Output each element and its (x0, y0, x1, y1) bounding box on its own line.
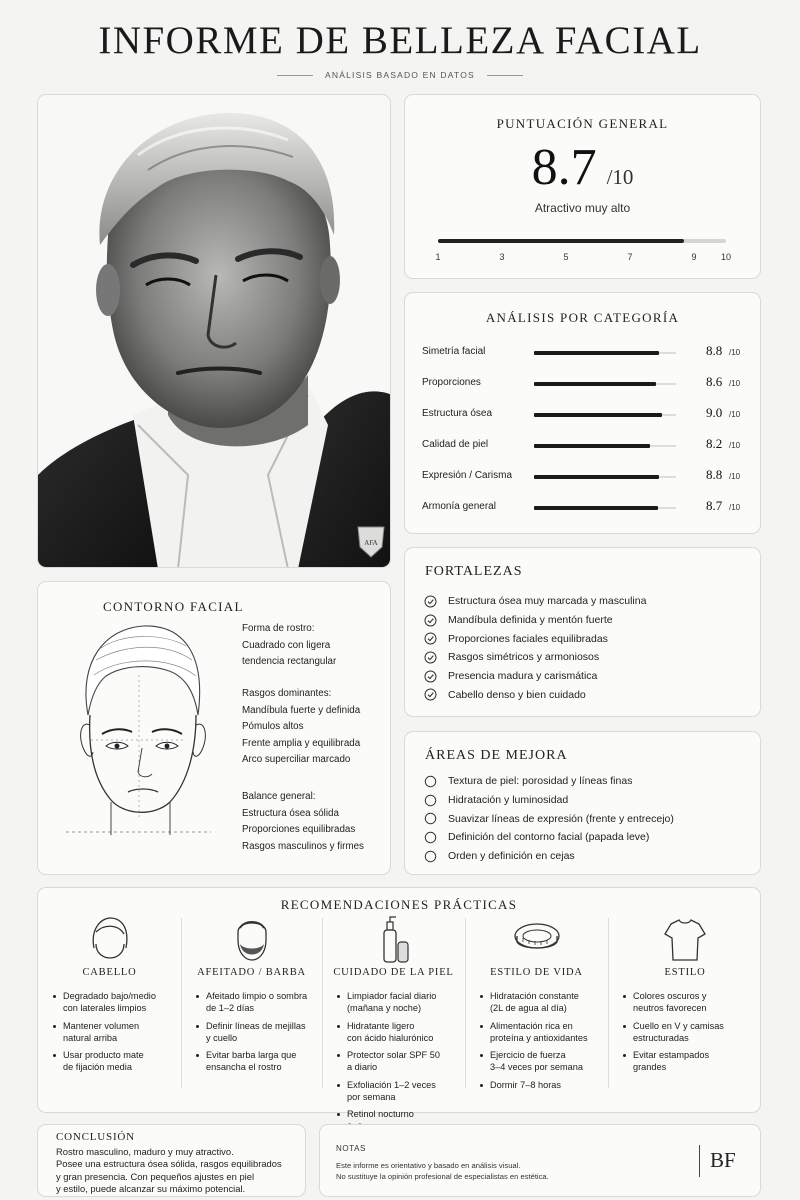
recommendation-list (622, 990, 724, 1079)
conclusion-line: y estilo, puede alcanzar su máximo potencial. (56, 1183, 246, 1195)
strengths-item-text: Presencia madura y carismática (448, 670, 598, 683)
recommendation-item-line: grandes (633, 1062, 667, 1073)
face-shape-line: Cuadrado con ligera (242, 639, 331, 651)
recommendation-list (195, 990, 307, 1079)
empty-circle-icon (424, 775, 437, 788)
category-row (405, 436, 762, 456)
category-score: 8.7 (706, 498, 723, 513)
recommendations-heading: RECOMENDACIONES PRÁCTICAS (280, 897, 518, 912)
overall-score-ticks (431, 252, 733, 264)
category-score: 8.2 (706, 436, 723, 451)
recommendation-item-line: Definir líneas de mejillas (206, 1020, 306, 1031)
category-label: Expresión / Carisma (422, 470, 513, 481)
recommendation-item (479, 1049, 588, 1074)
category-score: 8.8 (706, 467, 723, 482)
strengths-list (424, 592, 646, 704)
category-score-max: /10 (729, 503, 741, 512)
recommendation-title: ESTILO DE VIDA (490, 967, 583, 978)
recommendation-column (465, 914, 608, 1104)
improvements-heading: ÁREAS DE MEJORA (425, 748, 568, 763)
recommendation-item (622, 1049, 724, 1074)
recommendation-item (622, 1020, 724, 1045)
category-label: Armonía general (422, 501, 496, 512)
notes-card (319, 1124, 761, 1197)
conclusion-line: Posee una estructura ósea sólida, rasgos equilibrados (56, 1158, 282, 1170)
recommendation-item-line: Evitar estampados (633, 1050, 710, 1061)
score-line (405, 138, 760, 197)
report-title: INFORME DE BELLEZA FACIAL (98, 19, 702, 62)
conclusion-card (37, 1124, 306, 1197)
face-shape-section (242, 621, 336, 671)
category-bar-track (534, 476, 676, 478)
category-row (405, 467, 762, 487)
strengths-item-text: Mandíbula definida y mentón fuerte (448, 614, 613, 627)
strengths-item (424, 667, 646, 686)
category-score: 8.6 (706, 374, 723, 389)
recommendation-item-line: de fijación media (63, 1062, 132, 1073)
recommendation-item-line: Colores oscuros y (633, 991, 707, 1001)
recommendation-item-line: proteína y antioxidantes (490, 1032, 588, 1043)
portrait-illustration (38, 95, 391, 568)
recommendation-item-line: neutros favorecen (633, 1003, 707, 1014)
improvements-item (424, 828, 674, 847)
notes-line: Este informe es orientativo y basado en análisis visual. (336, 1161, 521, 1170)
notes-text (336, 1160, 549, 1182)
dominant-feature-line: Arco superciliar marcado (242, 754, 351, 765)
recommendation-item (52, 1020, 156, 1045)
overall-score-heading: PUNTUACIÓN GENERAL (496, 116, 669, 131)
conclusion-line: Rostro masculino, maduro y muy atractivo. (56, 1146, 234, 1157)
strengths-item-text: Cabello denso y bien cuidado (448, 688, 586, 701)
improvements-item (424, 772, 674, 791)
recommendation-item (479, 1020, 588, 1045)
check-circle-icon (424, 632, 437, 645)
skincare-bottles-icon (368, 914, 420, 964)
score-tick-label: 3 (499, 252, 505, 262)
recommendation-item-line: natural arriba (63, 1032, 118, 1043)
tshirt-icon (659, 914, 711, 964)
check-circle-icon (424, 651, 437, 664)
recommendation-item-line: (2L de agua al día) (490, 1003, 567, 1014)
recommendation-item-line: (mañana y noche) (347, 1003, 422, 1014)
recommendation-column (38, 914, 181, 1104)
category-bar-track (534, 445, 676, 447)
improvements-item-text: Definición del contorno facial (papada leve) (448, 831, 650, 844)
recommendation-item-line: Mantener volumen (63, 1020, 140, 1031)
recommendation-item (479, 990, 588, 1015)
category-score-max: /10 (729, 441, 741, 450)
category-bar-fill (534, 351, 659, 355)
recommendation-item-line: Hidratación constante (490, 991, 579, 1001)
dominant-features-section (242, 686, 360, 769)
recommendation-item (479, 1079, 588, 1091)
facial-contour-card (37, 581, 391, 875)
dominant-feature-line: Pómulos altos (242, 721, 304, 732)
category-label: Calidad de piel (422, 439, 489, 450)
recommendation-list (52, 990, 156, 1079)
recommendation-item-line: y cuello (206, 1032, 238, 1043)
improvements-card (404, 731, 761, 875)
recommendation-item (336, 1079, 440, 1104)
strengths-item-text: Estructura ósea muy marcada y masculina (448, 595, 647, 608)
recommendation-column (181, 914, 322, 1104)
improvements-item (424, 809, 674, 828)
recommendation-item-line: Exfoliación 1–2 veces (347, 1079, 436, 1090)
notes-heading: NOTAS (336, 1144, 366, 1153)
recommendation-list (479, 990, 588, 1096)
recommendation-item-line: Retinol nocturno (347, 1109, 414, 1120)
score-tick-label: 10 (720, 252, 732, 262)
face-sketch-icon (66, 620, 226, 860)
dominant-feature-line: Mandíbula fuerte y definida (242, 704, 361, 716)
recommendation-item (195, 1049, 307, 1074)
check-circle-icon (424, 595, 437, 608)
recommendation-item-line: Dormir 7–8 horas (490, 1079, 561, 1090)
category-bar-track (534, 352, 676, 354)
recommendation-item-line: Cuello en V y camisas (633, 1020, 724, 1031)
subtitle-rule-right (487, 75, 523, 76)
category-analysis-heading: ANÁLISIS POR CATEGORÍA (485, 310, 680, 325)
balance-line: Rasgos masculinos y firmes (242, 840, 364, 852)
recommendation-item (622, 990, 724, 1015)
recommendation-item-line: Alimentación rica en (490, 1020, 573, 1031)
recommendation-title: CABELLO (82, 967, 137, 978)
category-label: Simetría facial (422, 346, 486, 357)
dominant-features-label: Rasgos dominantes: (242, 688, 332, 699)
category-score: 9.0 (706, 405, 723, 420)
notes-line: No sustituye la opinión profesional de especialistas en estética. (336, 1172, 549, 1181)
category-bar-fill (534, 413, 662, 417)
strengths-item-text: Proporciones faciales equilibradas (448, 632, 608, 645)
overall-score-bar (438, 239, 726, 243)
category-score-max: /10 (729, 348, 741, 357)
empty-circle-icon (424, 794, 437, 807)
category-score-max: /10 (729, 472, 741, 481)
recommendation-title: CUIDADO DE LA PIEL (333, 967, 454, 978)
improvements-item-text: Suavizar líneas de expresión (frente y entrecejo) (448, 812, 674, 825)
check-circle-icon (424, 614, 437, 627)
empty-circle-icon (424, 831, 437, 844)
recommendation-item-line: Degradado bajo/medio (63, 991, 156, 1001)
recommendation-item-line: Limpiador facial diario (347, 991, 437, 1001)
overall-score-description: Atractivo muy alto (534, 201, 631, 215)
balance-label: Balance general: (242, 791, 316, 802)
improvements-list (424, 772, 674, 865)
recommendation-list (336, 990, 440, 1138)
face-shape-label: Forma de rostro: (242, 623, 315, 634)
strengths-item (424, 648, 646, 667)
improvements-item-text: Textura de piel: porosidad y líneas finas (448, 775, 633, 788)
recommendation-item (195, 1020, 307, 1045)
category-bar-track (534, 507, 676, 509)
recommendation-item-line: Evitar barba larga que (206, 1050, 297, 1061)
empty-circle-icon (424, 850, 437, 863)
recommendations-card (37, 887, 761, 1120)
category-row (405, 405, 762, 425)
face-shape-line: tendencia rectangular (242, 656, 337, 667)
category-score-max: /10 (729, 410, 741, 419)
category-row (405, 498, 762, 518)
category-bar-track (534, 383, 676, 385)
portrait-photo (37, 94, 391, 568)
conclusion-line: y gran presencia. Con pequeños ajustes en piel (56, 1170, 255, 1182)
category-row (405, 343, 762, 363)
strengths-heading: FORTALEZAS (425, 564, 523, 579)
strengths-item (424, 592, 646, 611)
improvements-item-text: Hidratación y luminosidad (448, 794, 569, 807)
strengths-item (424, 611, 646, 630)
recommendation-title: ESTILO (664, 967, 706, 978)
recommendation-item-line: Afeitado limpio o sombra (206, 991, 308, 1001)
beard-face-icon (226, 914, 278, 964)
recommendation-item-line: con ácido hialurónico (347, 1032, 434, 1043)
dominant-feature-line: Frente amplia y equilibrada (242, 737, 361, 749)
improvements-item (424, 791, 674, 810)
overall-score-card (404, 94, 761, 279)
recommendation-item-line: de 1–2 días (206, 1003, 255, 1014)
recommendation-item (195, 990, 307, 1015)
strengths-item (424, 629, 646, 648)
recommendation-item (336, 1049, 440, 1074)
category-bar-fill (534, 444, 650, 448)
score-tick-label: 5 (563, 252, 569, 262)
category-label: Proporciones (422, 377, 481, 388)
balance-line: Estructura ósea sólida (242, 807, 339, 819)
recommendation-item-line: por semana (347, 1092, 396, 1103)
category-bar-fill (534, 475, 659, 479)
balance-section (242, 789, 364, 855)
recommendation-item-line: Usar producto mate (63, 1050, 144, 1061)
recommendation-item-line: Hidratante ligero (347, 1020, 415, 1031)
category-score-max: /10 (729, 379, 741, 388)
recommendation-item (52, 990, 156, 1015)
check-circle-icon (424, 670, 437, 683)
measuring-tape-icon (511, 914, 563, 964)
brand-separator (699, 1145, 700, 1177)
strengths-item-text: Rasgos simétricos y armoniosos (448, 651, 600, 664)
report-subtitle: ANÁLISIS BASADO EN DATOS (325, 70, 475, 80)
category-bar-track (534, 414, 676, 416)
conclusion-text (56, 1146, 282, 1196)
recommendation-item (336, 990, 440, 1015)
recommendation-column (608, 914, 762, 1104)
overall-score-value: 8.7 (531, 139, 597, 196)
recommendation-column (322, 914, 465, 1120)
recommendation-item (52, 1049, 156, 1074)
subtitle-rule-left (277, 75, 313, 76)
category-analysis-card (404, 292, 761, 534)
overall-score-bar-fill (438, 239, 684, 243)
recommendation-item (336, 1020, 440, 1045)
category-row (405, 374, 762, 394)
recommendation-item-line: Protector solar SPF 50 (347, 1050, 440, 1061)
category-score: 8.8 (706, 343, 723, 358)
score-tick-label: 1 (435, 252, 441, 262)
check-circle-icon (424, 688, 437, 701)
recommendation-title: AFEITADO / BARBA (197, 967, 306, 978)
score-tick-label: 9 (691, 252, 697, 262)
empty-circle-icon (424, 812, 437, 825)
improvements-item-text: Orden y definición en cejas (448, 850, 575, 863)
strengths-item (424, 685, 646, 704)
category-bar-fill (534, 506, 658, 510)
category-label: Estructura ósea (422, 408, 493, 419)
recommendation-item-line: con laterales limpios (63, 1003, 147, 1014)
overall-score-max: /10 (606, 165, 634, 189)
report-subtitle-row (0, 70, 800, 80)
facial-contour-heading: CONTORNO FACIAL (103, 599, 244, 614)
balance-line: Proporciones equilibradas (242, 824, 356, 835)
category-bar-fill (534, 382, 656, 386)
strengths-card (404, 547, 761, 717)
recommendation-item-line: 3–4 veces por semana (490, 1062, 583, 1073)
badge-text: AFA (364, 539, 378, 547)
recommendation-item-line: estructuradas (633, 1032, 689, 1043)
recommendation-item-line: ensancha el rostro (206, 1062, 282, 1073)
conclusion-heading: CONCLUSIÓN (56, 1131, 135, 1143)
improvements-item (424, 847, 674, 866)
recommendation-item-line: Ejercicio de fuerza (490, 1050, 566, 1061)
recommendation-item-line: a diario (347, 1062, 378, 1073)
brand-logo: BF (710, 1148, 736, 1172)
score-tick-label: 7 (627, 252, 633, 262)
head-haircut-icon (84, 914, 136, 964)
